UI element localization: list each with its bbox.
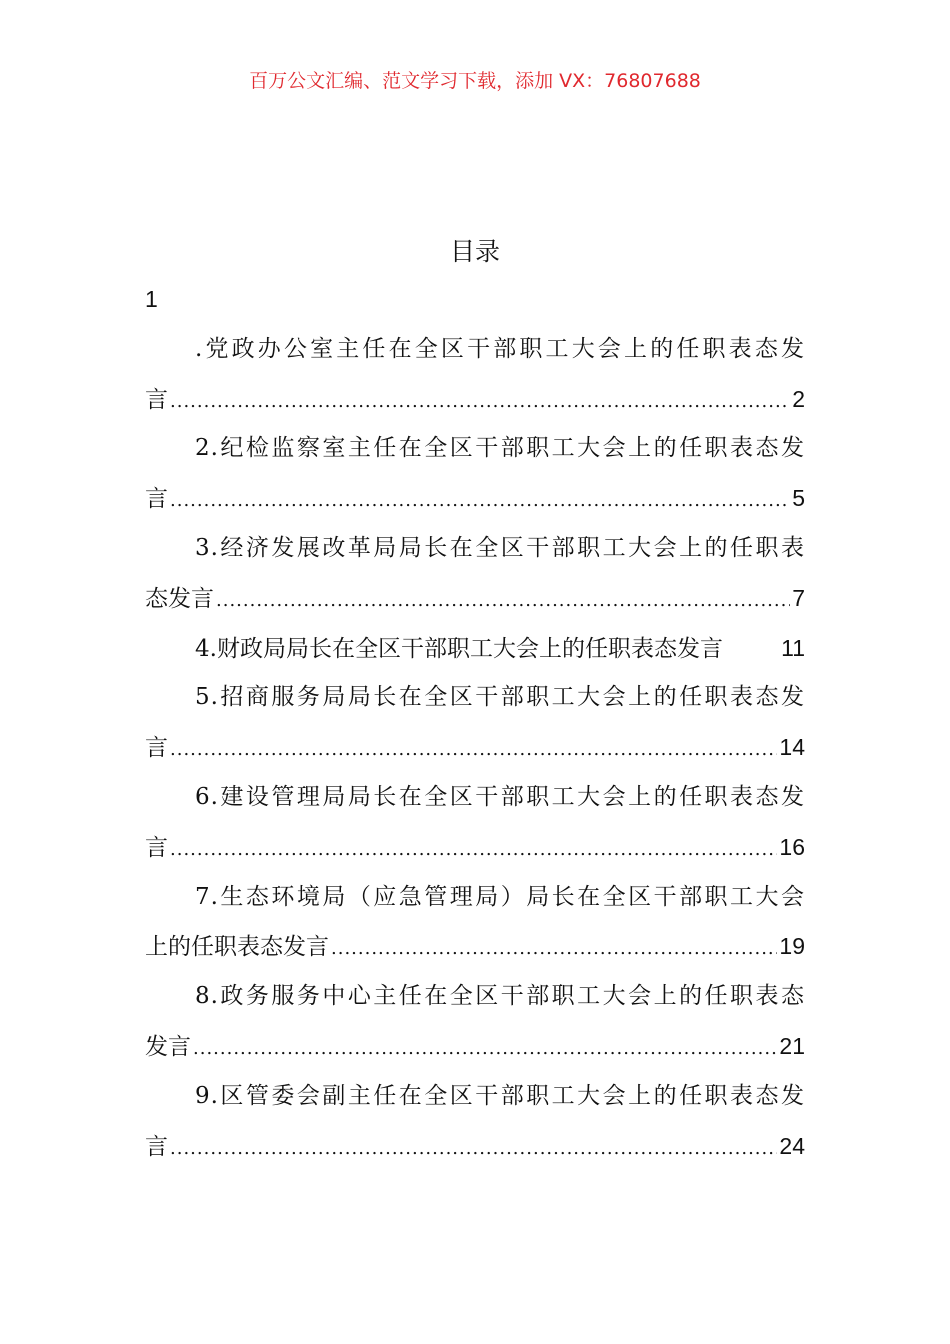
toc-entry-title-cont: 言 xyxy=(145,486,168,513)
toc-entry[interactable] xyxy=(145,972,805,1072)
toc-entry[interactable] xyxy=(145,873,805,973)
toc-page-number: 16 xyxy=(779,833,805,860)
dot-leader xyxy=(170,824,777,875)
toc-entry-title-cont: 言 xyxy=(145,735,168,762)
toc-entry-title-cont: 发言 xyxy=(145,1033,191,1060)
toc-page-number: 5 xyxy=(792,485,805,512)
toc-lead-number: 1 xyxy=(145,286,158,312)
toc-entry-title-cont: 言 xyxy=(145,386,168,413)
toc-page-number: 11 xyxy=(781,634,805,661)
dot-leader xyxy=(193,1023,777,1074)
toc-entry-title: 6.建设管理局局长在全区干部职工大会上的任职表态发 xyxy=(195,783,805,810)
toc-entry-title-cont: 态发言 xyxy=(145,585,214,612)
toc-entry[interactable] xyxy=(145,673,805,773)
toc-title: 目录 xyxy=(449,237,500,266)
toc-page-number: 19 xyxy=(779,933,805,960)
toc-entry[interactable] xyxy=(145,1072,805,1172)
toc-entry-title: 7.生态环境局（应急管理局）局长在全区干部职工大会 xyxy=(195,883,805,910)
toc-entry[interactable] xyxy=(145,325,805,425)
toc-entry-title: 5.招商服务局局长在全区干部职工大会上的任职表态发 xyxy=(195,684,805,711)
toc-entry[interactable] xyxy=(145,424,805,524)
toc-entry-title-cont: 言 xyxy=(145,834,168,861)
toc-page-number: 2 xyxy=(792,385,805,412)
toc-entry-title: 2.纪检监察室主任在全区干部职工大会上的任职表态发 xyxy=(195,435,805,462)
toc-page-number: 7 xyxy=(792,584,805,611)
toc-entry-title: 4.财政局局长在全区干部职工大会上的任职表态发言 xyxy=(195,635,723,662)
toc-entry[interactable] xyxy=(145,773,805,873)
toc-entry-title: 3.经济发展改革局局长在全区干部职工大会上的任职表 xyxy=(195,534,805,561)
dot-leader xyxy=(170,475,790,526)
toc-entry-title: 8.政务服务中心主任在全区干部职工大会上的任职表态 xyxy=(195,983,805,1010)
toc-entry-title-cont: 言 xyxy=(145,1133,168,1160)
toc-page-number: 24 xyxy=(779,1132,805,1159)
dot-leader xyxy=(170,724,777,775)
toc-entry[interactable] xyxy=(145,624,805,674)
dot-leader xyxy=(170,376,790,427)
toc-entry-title-cont: 上的任职表态发言 xyxy=(145,934,329,961)
toc-entry-title: 9.区管委会副主任在全区干部职工大会上的任职表态发 xyxy=(195,1082,805,1109)
watermark-header: 百万公文汇编、范文学习下载，添加 VX：76807688 xyxy=(249,70,701,92)
toc-entry-title: .党政办公室主任在全区干部职工大会上的任职表态发 xyxy=(195,335,805,362)
table-of-contents xyxy=(145,275,805,1171)
dot-leader xyxy=(170,1123,777,1174)
dot-leader xyxy=(331,923,777,974)
toc-entry[interactable] xyxy=(145,524,805,624)
toc-page-number: 14 xyxy=(779,734,805,761)
toc-page-number: 21 xyxy=(779,1032,805,1059)
dot-leader xyxy=(216,575,790,626)
